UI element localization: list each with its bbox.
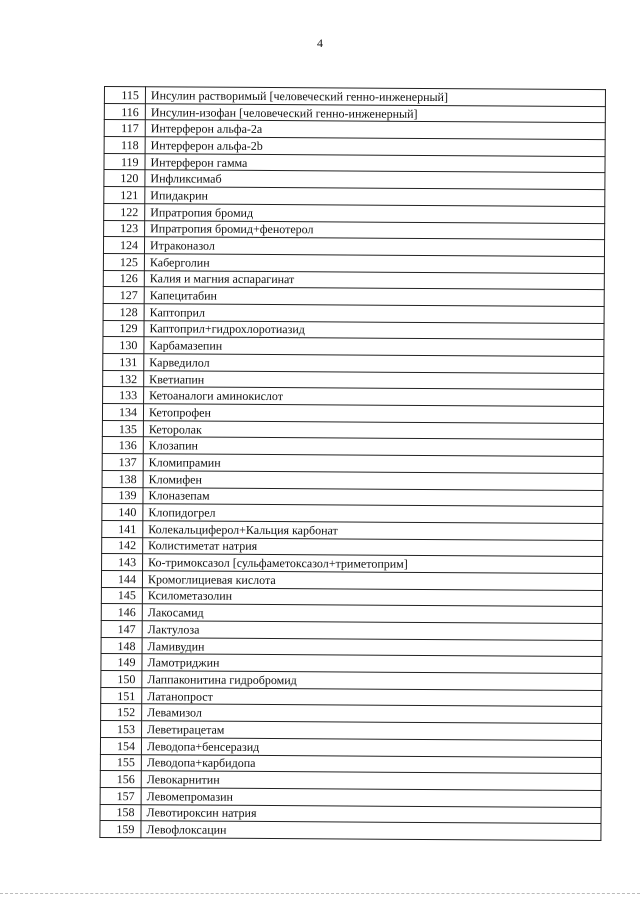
drug-name-cell: Левомепромазин <box>141 788 601 807</box>
row-number-cell: 149 <box>101 654 142 671</box>
row-number-cell: 128 <box>103 303 144 320</box>
row-number-cell: 141 <box>102 520 143 537</box>
row-number-cell: 125 <box>103 253 144 270</box>
drug-name-cell: Леводопа+карбидопа <box>141 754 601 773</box>
row-number-cell: 119 <box>104 153 145 170</box>
drug-name-cell: Интерферон альфа-2b <box>145 137 605 156</box>
drug-name-cell: Инсулин-изофан [человеческий генно-инженерный] <box>145 103 605 122</box>
row-number-cell: 122 <box>104 203 145 220</box>
drug-name-cell: Каптоприл <box>144 304 604 323</box>
row-number-cell: 129 <box>103 320 144 337</box>
row-number-cell: 150 <box>101 671 142 688</box>
table-row <box>100 821 601 841</box>
drug-name-cell: Лакосамид <box>142 604 602 623</box>
drug-name-cell: Инфликсимаб <box>145 170 605 189</box>
drug-name-cell: Каптоприл+гидрохлоротиазид <box>144 320 604 339</box>
row-number-cell: 118 <box>104 137 145 154</box>
drug-name-cell: Карбамазепин <box>144 337 604 356</box>
drug-name-cell: Лактулоза <box>142 621 602 640</box>
row-number-cell: 124 <box>103 237 144 254</box>
drug-name-cell: Кеторолак <box>143 420 603 439</box>
row-number-cell: 148 <box>101 637 142 654</box>
drug-name-cell: Леветирацетам <box>142 721 602 740</box>
row-number-cell: 115 <box>104 87 145 104</box>
drug-name-cell: Клозапин <box>143 437 603 456</box>
drug-name-cell: Колекальциферол+Кальция карбонат <box>143 521 603 540</box>
drug-name-cell: Интерферон альфа-2а <box>145 120 605 139</box>
drug-name-cell: Капецитабин <box>144 287 604 306</box>
row-number-cell: 130 <box>103 337 144 354</box>
row-number-cell: 132 <box>103 370 144 387</box>
row-number-cell: 153 <box>101 721 142 738</box>
row-number-cell: 116 <box>104 103 145 120</box>
row-number-cell: 126 <box>103 270 144 287</box>
row-number-cell: 137 <box>102 454 143 471</box>
drug-name-cell: Кломифен <box>143 471 603 490</box>
row-number-cell: 156 <box>100 771 141 788</box>
drug-name-cell: Левофлоксацин <box>141 821 601 840</box>
drug-name-cell: Кромоглициевая кислота <box>142 571 602 590</box>
drug-name-cell: Интерферон гамма <box>145 154 605 173</box>
row-number-cell: 152 <box>101 704 142 721</box>
drug-name-cell: Кломипрамин <box>143 454 603 473</box>
drug-name-cell: Латанопрост <box>142 687 602 706</box>
page-bottom-divider <box>0 893 640 894</box>
drug-name-cell: Ипидакрин <box>145 187 605 206</box>
drug-name-cell: Колистиметат натрия <box>143 537 603 556</box>
row-number-cell: 117 <box>104 120 145 137</box>
row-number-cell: 146 <box>101 604 142 621</box>
drug-name-cell: Левамизол <box>142 704 602 723</box>
row-number-cell: 155 <box>100 754 141 771</box>
row-number-cell: 131 <box>103 353 144 370</box>
drug-name-cell: Инсулин растворимый [человеческий генно-инженерный] <box>145 87 605 106</box>
drug-name-cell: Итраконазол <box>144 237 604 256</box>
row-number-cell: 158 <box>100 804 141 821</box>
row-number-cell: 138 <box>102 470 143 487</box>
drug-name-cell: Левотироксин натрия <box>141 804 601 823</box>
drug-name-cell: Кветиапин <box>144 370 604 389</box>
drug-list-body <box>100 87 606 841</box>
drug-name-cell: Лаппаконитина гидробромид <box>142 671 602 690</box>
row-number-cell: 144 <box>101 570 142 587</box>
drug-name-cell: Ко-тримоксазол [сульфаметоксазол+триметоприм] <box>143 554 603 573</box>
row-number-cell: 143 <box>102 554 143 571</box>
row-number-cell: 159 <box>100 821 141 838</box>
row-number-cell: 147 <box>101 620 142 637</box>
row-number-cell: 136 <box>102 437 143 454</box>
drug-name-cell: Леводопа+бенсеразид <box>141 738 601 757</box>
row-number-cell: 121 <box>104 187 145 204</box>
drug-name-cell: Клоназепам <box>143 487 603 506</box>
drug-name-cell: Калия и магния аспарагинат <box>144 270 604 289</box>
drug-name-cell: Каберголин <box>144 254 604 273</box>
row-number-cell: 133 <box>103 387 144 404</box>
drug-name-cell: Ипратропия бромид+фенотерол <box>145 220 605 239</box>
row-number-cell: 123 <box>104 220 145 237</box>
row-number-cell: 120 <box>104 170 145 187</box>
row-number-cell: 154 <box>100 737 141 754</box>
drug-name-cell: Ламивудин <box>142 637 602 656</box>
row-number-cell: 145 <box>101 587 142 604</box>
row-number-cell: 142 <box>102 537 143 554</box>
drug-name-cell: Клопидогрел <box>143 504 603 523</box>
row-number-cell: 139 <box>102 487 143 504</box>
drug-name-cell: Ксилометазолин <box>142 587 602 606</box>
drug-list-table <box>99 86 606 841</box>
row-number-cell: 140 <box>102 504 143 521</box>
row-number-cell: 135 <box>102 420 143 437</box>
row-number-cell: 157 <box>100 787 141 804</box>
row-number-cell: 134 <box>102 404 143 421</box>
drug-name-cell: Кетопрофен <box>143 404 603 423</box>
drug-name-cell: Ламотриджин <box>142 654 602 673</box>
row-number-cell: 151 <box>101 687 142 704</box>
row-number-cell: 127 <box>103 287 144 304</box>
drug-name-cell: Ипратропия бромид <box>145 204 605 223</box>
page-number: 4 <box>317 36 323 50</box>
drug-name-cell: Карведилол <box>144 354 604 373</box>
drug-name-cell: Кетоаналоги аминокислот <box>144 387 604 406</box>
drug-name-cell: Левокарнитин <box>141 771 601 790</box>
